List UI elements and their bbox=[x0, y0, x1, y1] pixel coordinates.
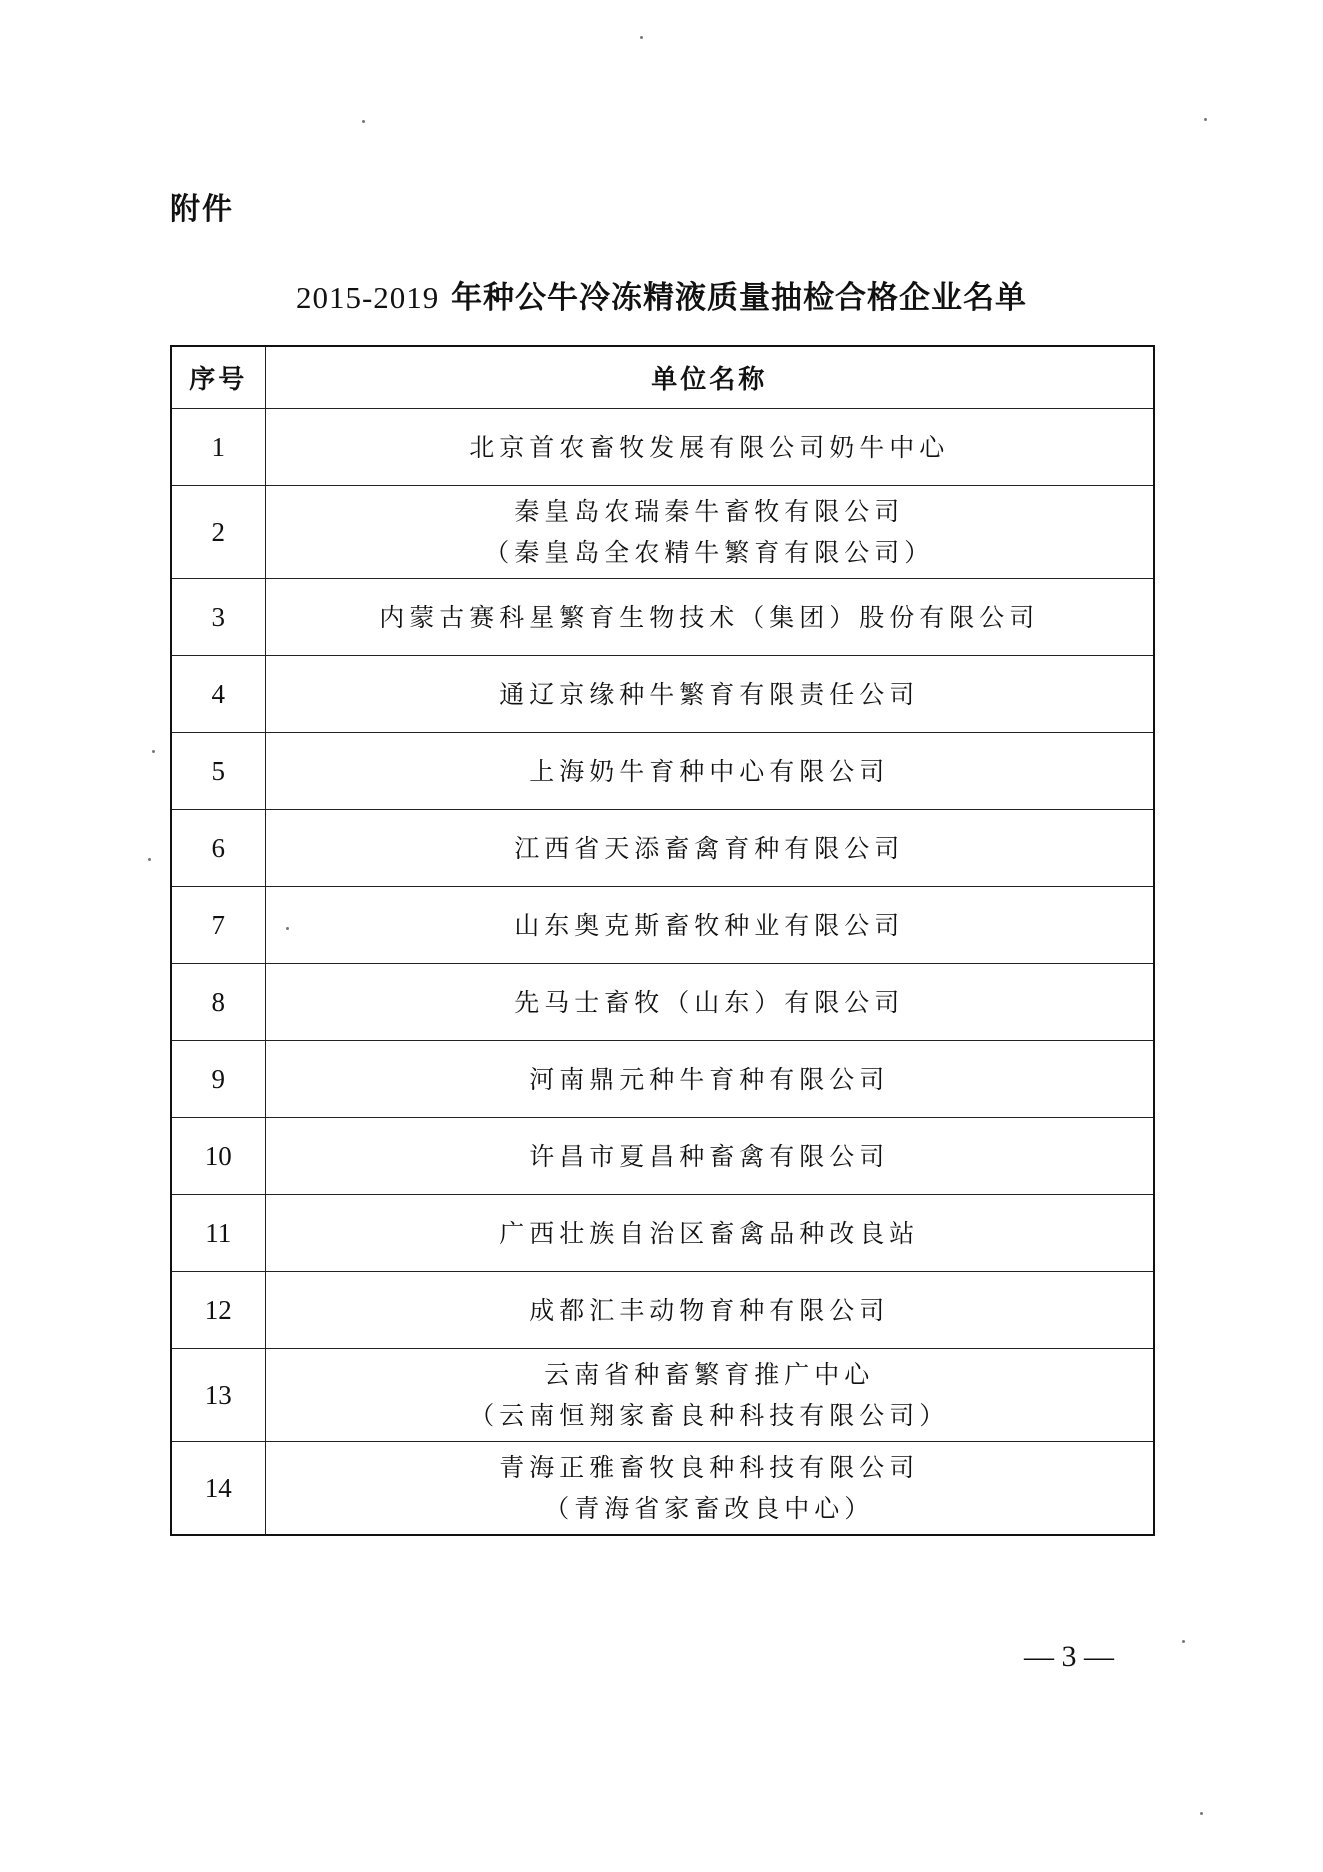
row-serial-number: 2 bbox=[171, 486, 265, 579]
table-row bbox=[171, 1349, 1154, 1442]
row-serial-number: 12 bbox=[171, 1272, 265, 1349]
unit-name-line: 通辽京缘种牛繁育有限责任公司 bbox=[499, 679, 920, 709]
unit-name-line: 云南省种畜繁育推广中心 bbox=[544, 1360, 875, 1389]
row-unit-name bbox=[265, 1118, 1154, 1195]
row-serial-number: 13 bbox=[171, 1349, 265, 1442]
unit-name-line: 广西壮族自治区畜禽品种改良站 bbox=[499, 1218, 920, 1248]
row-serial-number: 14 bbox=[171, 1442, 265, 1536]
table-row bbox=[171, 1195, 1154, 1272]
attachment-label: 附件 bbox=[170, 192, 234, 227]
row-unit-name bbox=[265, 579, 1154, 656]
unit-name-line: 河南鼎元种牛育种有限公司 bbox=[529, 1064, 890, 1094]
unit-name-line: 成都汇丰动物育种有限公司 bbox=[529, 1295, 890, 1325]
unit-name-line: 青海正雅畜牧良种科技有限公司 bbox=[499, 1453, 920, 1482]
table-row bbox=[171, 579, 1154, 656]
row-unit-name bbox=[265, 1041, 1154, 1118]
title-text: 年种公牛冷冻精液质量抽检合格企业名单 bbox=[451, 280, 1028, 316]
unit-name-line: （秦皇岛全农精牛繁育有限公司） bbox=[484, 538, 935, 567]
table-row bbox=[171, 1442, 1154, 1536]
row-unit-name bbox=[265, 1272, 1154, 1349]
table-row bbox=[171, 1041, 1154, 1118]
unit-name-line: （云南恒翔家畜良种科技有限公司） bbox=[469, 1401, 950, 1430]
table-row bbox=[171, 810, 1154, 887]
row-unit-name bbox=[265, 1349, 1154, 1442]
row-unit-name bbox=[265, 733, 1154, 810]
row-unit-name bbox=[265, 887, 1154, 964]
row-serial-number: 8 bbox=[171, 964, 265, 1041]
row-serial-number: 9 bbox=[171, 1041, 265, 1118]
row-serial-number: 11 bbox=[171, 1195, 265, 1272]
table-row bbox=[171, 486, 1154, 579]
scan-speck bbox=[362, 120, 365, 123]
row-serial-number: 1 bbox=[171, 409, 265, 486]
unit-name-line: 江西省天添畜禽育种有限公司 bbox=[514, 833, 905, 863]
row-serial-number: 6 bbox=[171, 810, 265, 887]
row-serial-number: 5 bbox=[171, 733, 265, 810]
unit-name-line: 上海奶牛育种中心有限公司 bbox=[529, 756, 890, 786]
unit-name-line: 先马士畜牧（山东）有限公司 bbox=[514, 987, 905, 1017]
table-row bbox=[171, 1272, 1154, 1349]
unit-name-line: 内蒙古赛科星繁育生物技术（集团）股份有限公司 bbox=[379, 602, 1040, 632]
table-row bbox=[171, 733, 1154, 810]
page-number: — 3 — bbox=[1024, 1640, 1114, 1673]
row-serial-number: 10 bbox=[171, 1118, 265, 1195]
row-unit-name bbox=[265, 964, 1154, 1041]
table-row bbox=[171, 409, 1154, 486]
scan-speck bbox=[152, 750, 155, 753]
unit-name-line: 秦皇岛农瑞秦牛畜牧有限公司 bbox=[514, 497, 905, 526]
header-unit-name: 单位名称 bbox=[265, 346, 1154, 409]
row-unit-name bbox=[265, 1195, 1154, 1272]
scan-speck bbox=[286, 927, 289, 930]
row-unit-name bbox=[265, 656, 1154, 733]
unit-name-line: 北京首农畜牧发展有限公司奶牛中心 bbox=[469, 432, 950, 462]
scan-speck bbox=[640, 36, 643, 39]
row-serial-number: 3 bbox=[171, 579, 265, 656]
table-row bbox=[171, 656, 1154, 733]
row-unit-name bbox=[265, 810, 1154, 887]
table-header-row bbox=[171, 346, 1154, 409]
row-unit-name bbox=[265, 409, 1154, 486]
row-unit-name bbox=[265, 486, 1154, 579]
row-serial-number: 7 bbox=[171, 887, 265, 964]
scan-speck bbox=[1182, 1640, 1185, 1643]
title-years: 2015-2019 bbox=[295, 280, 440, 315]
unit-name-line: 山东奥克斯畜牧种业有限公司 bbox=[514, 910, 905, 940]
table-row bbox=[171, 887, 1154, 964]
table-body bbox=[171, 409, 1154, 1536]
document-title bbox=[0, 272, 1323, 317]
row-serial-number: 4 bbox=[171, 656, 265, 733]
scan-speck bbox=[148, 858, 151, 861]
row-unit-name bbox=[265, 1442, 1154, 1536]
scan-speck bbox=[1200, 1812, 1203, 1815]
unit-name-line: （青海省家畜改良中心） bbox=[544, 1494, 875, 1523]
scan-speck bbox=[1204, 118, 1207, 121]
unit-name-line: 许昌市夏昌种畜禽有限公司 bbox=[529, 1141, 890, 1171]
table-row bbox=[171, 964, 1154, 1041]
header-serial-number: 序号 bbox=[171, 346, 265, 409]
table-row bbox=[171, 1118, 1154, 1195]
qualified-enterprise-table bbox=[170, 345, 1155, 1536]
